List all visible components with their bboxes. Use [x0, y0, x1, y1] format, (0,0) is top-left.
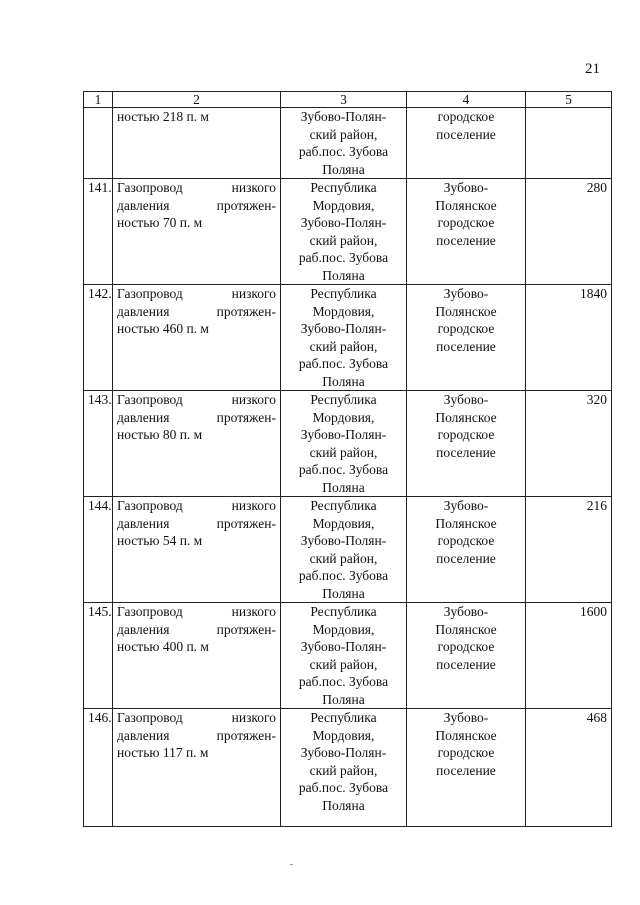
address-line: Поляна: [322, 267, 365, 283]
address-line: Поляна: [322, 797, 365, 813]
object-name: [113, 108, 281, 179]
settlement-line: поселение: [436, 126, 496, 142]
table-row: [84, 603, 612, 709]
row-number: 143.: [84, 391, 113, 497]
address-line: Мордовия,: [312, 621, 375, 637]
property-register-table: [83, 91, 612, 827]
row-number: 141.: [84, 179, 113, 285]
settlement-line: Зубово-: [443, 498, 489, 513]
settlement-name: [407, 108, 526, 179]
name-line: Газопровод низкого: [117, 604, 276, 619]
address-line: Зубово-Полян-: [300, 321, 387, 336]
address-line: Зубово-Полян-: [300, 109, 387, 124]
name-line: давления протяжен-: [117, 303, 276, 319]
name-line: ностью 117 п. м: [117, 745, 209, 760]
settlement-line: поселение: [436, 550, 496, 566]
table-row: [84, 391, 612, 497]
row-number: 145.: [84, 603, 113, 709]
object-address: [281, 497, 407, 603]
object-name: [113, 285, 281, 391]
address-line: ский район,: [309, 550, 378, 566]
address-line: Республика: [310, 710, 377, 725]
table-row: [84, 497, 612, 603]
address-line: Республика: [310, 498, 377, 513]
address-line: Мордовия,: [312, 515, 375, 531]
column-header-4: 4: [407, 92, 526, 108]
object-address: [281, 391, 407, 497]
settlement-line: городское: [437, 215, 495, 230]
name-line: Газопровод низкого: [117, 180, 276, 195]
address-line: раб.пос. Зубова: [298, 250, 389, 265]
address-line: Зубово-Полян-: [300, 639, 387, 654]
name-line: давления протяжен-: [117, 621, 276, 637]
settlement-line: городское: [437, 639, 495, 654]
object-name: [113, 603, 281, 709]
object-value: 216: [526, 497, 612, 603]
settlement-name: [407, 497, 526, 603]
address-line: ский район,: [309, 762, 378, 778]
name-line: ностью 80 п. м: [117, 427, 203, 442]
address-line: Республика: [310, 392, 377, 407]
settlement-line: городское: [437, 427, 495, 442]
object-value: 320: [526, 391, 612, 497]
name-line: Газопровод низкого: [117, 710, 276, 725]
address-line: Республика: [310, 180, 377, 195]
name-line: Газопровод низкого: [117, 392, 276, 407]
address-line: раб.пос. Зубова: [298, 462, 389, 477]
address-line: ский район,: [309, 444, 378, 460]
name-line: ностью 400 п. м: [117, 639, 209, 654]
settlement-name: [407, 603, 526, 709]
settlement-name: [407, 179, 526, 285]
address-line: ский район,: [309, 338, 378, 354]
object-value: 280: [526, 179, 612, 285]
address-line: Зубово-Полян-: [300, 533, 387, 548]
name-line: ностью 460 п. м: [117, 321, 209, 336]
column-header-5: 5: [526, 92, 612, 108]
address-line: Поляна: [322, 161, 365, 177]
object-value: 1840: [526, 285, 612, 391]
name-line: давления протяжен-: [117, 197, 276, 213]
settlement-line: городское: [437, 109, 495, 124]
object-address: [281, 285, 407, 391]
address-line: Поляна: [322, 479, 365, 495]
address-line: ский район,: [309, 126, 378, 142]
object-value: 468: [526, 709, 612, 827]
address-line: ский район,: [309, 232, 378, 248]
settlement-line: Полянское: [435, 727, 497, 743]
object-name: [113, 391, 281, 497]
address-line: Республика: [310, 286, 377, 301]
continuation-row: [84, 108, 612, 179]
settlement-line: поселение: [436, 656, 496, 672]
settlement-line: Полянское: [435, 515, 497, 531]
address-line: Поляна: [322, 585, 365, 601]
object-name: [113, 497, 281, 603]
name-line: давления протяжен-: [117, 409, 276, 425]
address-line: раб.пос. Зубова: [298, 144, 389, 159]
settlement-line: городское: [437, 321, 495, 336]
address-line: Мордовия,: [312, 727, 375, 743]
name-line: давления протяжен-: [117, 515, 276, 531]
settlement-line: Полянское: [435, 303, 497, 319]
settlement-name: [407, 285, 526, 391]
settlement-line: Полянское: [435, 409, 497, 425]
settlement-line: поселение: [436, 338, 496, 354]
address-line: Зубово-Полян-: [300, 427, 387, 442]
settlement-line: поселение: [436, 444, 496, 460]
settlement-line: Зубово-: [443, 710, 489, 725]
object-name: [113, 709, 281, 827]
settlement-line: Зубово-: [443, 392, 489, 407]
settlement-line: Полянское: [435, 621, 497, 637]
row-number: 146.: [84, 709, 113, 827]
name-line: Газопровод низкого: [117, 498, 276, 513]
settlement-line: Зубово-: [443, 604, 489, 619]
address-line: Поляна: [322, 691, 365, 707]
settlement-line: поселение: [436, 232, 496, 248]
scan-speck: [290, 864, 293, 865]
name-line: ностью 70 п. м: [117, 215, 203, 230]
address-line: раб.пос. Зубова: [298, 356, 389, 371]
address-line: раб.пос. Зубова: [298, 674, 389, 689]
settlement-line: поселение: [436, 762, 496, 778]
column-header-1: 1: [84, 92, 113, 108]
name-line: Газопровод низкого: [117, 286, 276, 301]
address-line: раб.пос. Зубова: [298, 568, 389, 583]
column-header-3: 3: [281, 92, 407, 108]
settlement-line: Зубово-: [443, 180, 489, 195]
address-line: ский район,: [309, 656, 378, 672]
address-line: Мордовия,: [312, 409, 375, 425]
address-line: Мордовия,: [312, 197, 375, 213]
object-value: [526, 108, 612, 179]
settlement-line: Зубово-: [443, 286, 489, 301]
address-line: Республика: [310, 604, 377, 619]
name-line: ностью 218 п. м: [117, 109, 209, 124]
table-row: [84, 285, 612, 391]
header-row: [84, 92, 612, 108]
settlement-name: [407, 391, 526, 497]
address-line: Зубово-Полян-: [300, 215, 387, 230]
object-address: [281, 709, 407, 827]
page-number: 21: [585, 61, 600, 77]
address-line: раб.пос. Зубова: [298, 780, 389, 795]
name-line: давления протяжен-: [117, 727, 276, 743]
settlement-name: [407, 709, 526, 827]
object-value: 1600: [526, 603, 612, 709]
row-number: [84, 108, 113, 179]
address-line: Мордовия,: [312, 303, 375, 319]
settlement-line: Полянское: [435, 197, 497, 213]
settlement-line: городское: [437, 533, 495, 548]
object-address: [281, 108, 407, 179]
table-row: [84, 709, 612, 827]
object-name: [113, 179, 281, 285]
row-number: 144.: [84, 497, 113, 603]
object-address: [281, 603, 407, 709]
address-line: Зубово-Полян-: [300, 745, 387, 760]
name-line: ностью 54 п. м: [117, 533, 203, 548]
settlement-line: городское: [437, 745, 495, 760]
table-row: [84, 179, 612, 285]
object-address: [281, 179, 407, 285]
row-number: 142.: [84, 285, 113, 391]
column-header-2: 2: [113, 92, 281, 108]
address-line: Поляна: [322, 373, 365, 389]
